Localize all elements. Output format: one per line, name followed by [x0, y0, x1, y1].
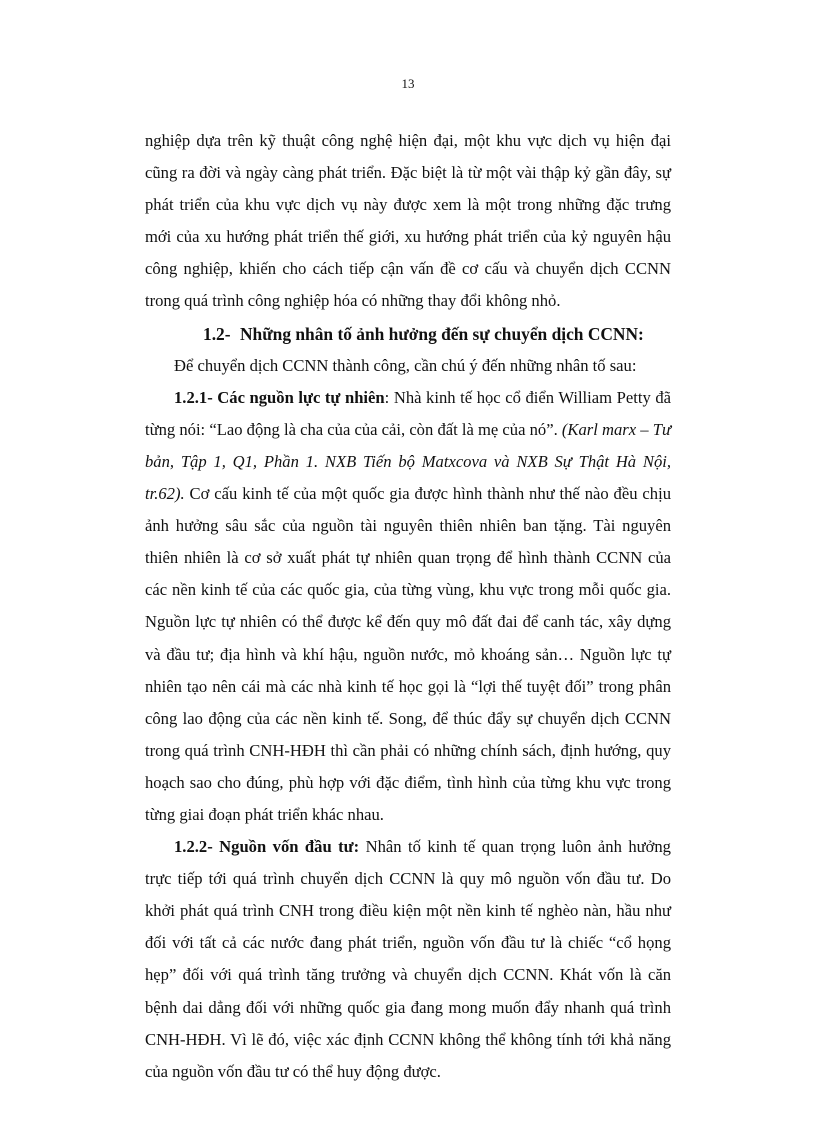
section-heading-number: 1.2-: [203, 323, 231, 344]
paragraph-investment-capital: [145, 831, 671, 1088]
section-heading: [145, 318, 671, 350]
subsection-label-investment-capital: 1.2.2- Nguồn vốn đầu tư:: [174, 837, 360, 857]
paragraph-continuation: nghiệp dựa trên kỹ thuật công nghệ hiện đại, một khu vực dịch vụ hiện đại cũng ra đời và ngày càng phát triển. Đặc biệt là từ một vài thập kỷ gần đây, sự phát triển của khu vực dịch vụ này được xem là một trong những đặc trưng mới của xu hướng phát triển thế giới, xu hướng phát triển của kỷ nguyên hậu công nghiệp, khiến cho cách tiếp cận vấn đề cơ cấu và chuyển dịch CCNN trong quá trình công nghiệp hóa có những thay đổi không nhỏ.: [145, 131, 671, 311]
paragraph-natural-resources-text-b: Cơ cấu kinh tế của một quốc gia được hình thành như thế nào đều chịu ảnh hưởng sâu sắc của nguồn tài nguyên thiên nhiên ban tặng. Tài nguyên thiên nhiên là cơ sở xuất phát tự nhiên quan trọng để hình thành CCNN của các nền kinh tế của các quốc gia, của từng vùng, khu vực trong mỗi quốc gia. Nguồn lực tự nhiên có thể được kể đến quy mô đất đai để canh tác, xây dựng và đầu tư; địa hình và khí hậu, nguồn nước, mỏ khoáng sản… Nguồn lực tự nhiên tạo nên cái mà các nhà kinh tế học gọi là “lợi thế tuyệt đối” trong phân công lao động của các nền kinh tế. Song, để thúc đẩy sự chuyển dịch CCNN trong quá trình CNH-HĐH thì cần phải có những chính sách, định hướng, quy hoạch sao cho đúng, phù hợp với đặc điểm, tình hình của từng khu vực trong từng giai đoạn phát triển khác nhau.: [145, 484, 671, 824]
section-heading-title: Những nhân tố ảnh hưởng đến sự chuyển dịch CCNN:: [240, 323, 644, 344]
citation-reference: (Karl marx – Tư bản, Tập 1, Q1, Phần 1. NXB Tiến bộ Matxcova và NXB Sự Thật Hà Nội, tr.62).: [145, 419, 671, 504]
paragraph-investment-capital-text: Nhân tố kinh tế quan trọng luôn ảnh hưởng trực tiếp tới quá trình chuyển dịch CCNN là quy mô nguồn vốn đầu tư. Do khởi phát quá trình CNH trong điều kiện một nền kinh tế nghèo nàn, hầu như đối với tất cả các nước đang phát triển, nguồn vốn đầu tư là chiếc “cổ họng hẹp” đối với quá trình tăng trưởng và chuyển dịch CCNN. Khát vốn là căn bệnh dai dẳng đối với những quốc gia đang mong muốn đẩy nhanh quá trình CNH-HĐH. Vì lẽ đó, việc xác định CCNN không thể không tính tới khả năng của nguồn vốn đầu tư có thể huy động được.: [145, 837, 671, 1081]
page-number: 13: [401, 76, 415, 91]
subsection-label-natural-resources: 1.2.1- Các nguồn lực tự nhiên: [174, 387, 385, 407]
paragraph-natural-resources-text-a: : Nhà kinh tế học cổ điển William Petty đã từng nói: “Lao động là cha của của cải, còn đất là mẹ của nó”.: [145, 387, 671, 439]
intro-paragraph: Để chuyển dịch CCNN thành công, cần chú ý đến những nhân tố sau:: [174, 355, 637, 375]
document-body: [145, 125, 671, 1088]
paragraph-natural-resources: [145, 382, 671, 831]
